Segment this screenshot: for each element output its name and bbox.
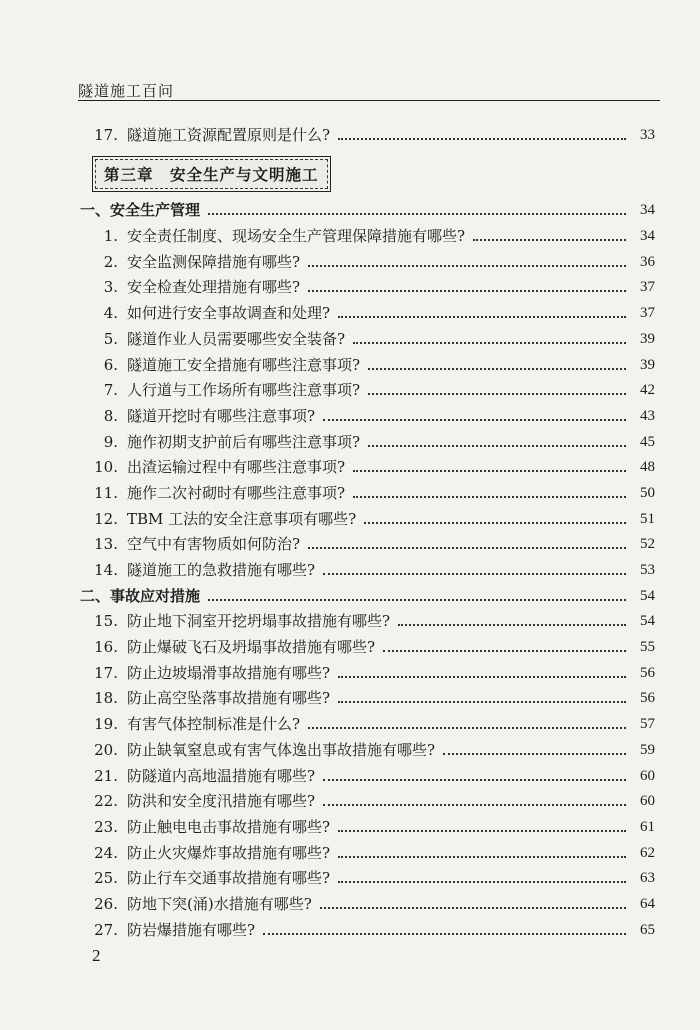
toc-entry-title: 防隧道内高地温措施有哪些?: [127, 766, 316, 785]
dot-leader: [323, 573, 626, 575]
toc-entry-title: 防地下突(涌)水措施有哪些?: [127, 894, 312, 913]
toc-page-number: 51: [640, 510, 655, 527]
dot-leader: [368, 393, 626, 395]
toc-entry[interactable]: [80, 631, 655, 657]
toc-entry-label: [83, 329, 345, 349]
toc-page-number: 48: [640, 459, 655, 476]
toc-entry-title: 施作二次衬砌时有哪些注意事项?: [127, 483, 346, 502]
toc-entry-title: TBM 工法的安全注意事项有哪些?: [127, 509, 357, 528]
toc-entry-label: [83, 457, 345, 477]
running-title: 隧道施工百问: [78, 82, 175, 100]
toc-entry-title: 防止触电电击事故措施有哪些?: [127, 817, 331, 836]
toc-entry-title: 防止爆破飞石及坍塌事故措施有哪些?: [127, 638, 376, 657]
toc-entry[interactable]: [80, 914, 655, 940]
toc-entry-label: [83, 380, 360, 400]
toc-entry[interactable]: [80, 734, 655, 760]
toc-entry-number: 9.: [103, 432, 118, 451]
toc-page-number: 34: [640, 202, 655, 219]
toc-entry-label: [80, 586, 200, 606]
toc-entry[interactable]: [80, 863, 655, 889]
toc-page-number: 54: [640, 613, 655, 630]
toc-entry-label: [83, 303, 330, 323]
dot-leader: [308, 727, 626, 729]
toc-entry-number: 7.: [103, 381, 118, 400]
toc-entry[interactable]: [80, 426, 655, 452]
toc-entry-label: [83, 534, 300, 554]
toc-entry-number: 12.: [94, 509, 118, 528]
toc-entry-title: 二、事故应对措施: [80, 586, 201, 605]
toc-entry-title: 人行道与工作场所有哪些注意事项?: [127, 381, 361, 400]
toc-entry-label: [83, 740, 435, 760]
toc-page-number: 39: [640, 330, 655, 347]
toc-entry-number: 17.: [94, 125, 118, 144]
toc-entry-number: 17.: [94, 663, 118, 682]
dot-leader: [323, 419, 626, 421]
toc-entry-number: 21.: [94, 766, 118, 785]
toc-entry[interactable]: [80, 349, 655, 375]
chapter-title[interactable]: 第三章 安全生产与文明施工: [95, 159, 328, 189]
toc-entry-title: 施作初期支护前后有哪些注意事项?: [127, 432, 361, 451]
page-number: 2: [92, 946, 101, 965]
dot-leader: [383, 650, 626, 652]
dot-leader: [323, 804, 626, 806]
toc-entry[interactable]: [80, 246, 655, 272]
toc-entry-title: 隧道施工的急救措施有哪些?: [127, 561, 316, 579]
dot-leader: [208, 213, 626, 215]
toc-entry-label: [83, 483, 345, 503]
toc-entry[interactable]: [80, 503, 655, 529]
toc-entry-title: 隧道施工资源配置原则是什么?: [127, 125, 331, 144]
toc-entry-number: 13.: [94, 535, 118, 554]
toc-entry-label: [83, 406, 315, 426]
table-of-contents: [80, 119, 655, 940]
toc-entry-label: [83, 894, 312, 914]
dot-leader: [443, 753, 626, 755]
toc-entry-title: 隧道作业人员需要哪些安全装备?: [127, 329, 346, 348]
toc-page-number: 64: [640, 895, 655, 912]
toc-entry-title: 防洪和安全度汛措施有哪些?: [127, 792, 316, 811]
toc-entry-label: [83, 611, 390, 631]
toc-entry-title: 有害气体控制标准是什么?: [127, 715, 301, 734]
toc-page-number: 45: [640, 433, 655, 450]
toc-entry-label: [83, 637, 375, 657]
dot-leader: [338, 856, 626, 858]
toc-page-number: 57: [640, 716, 655, 733]
toc-entry-label: [83, 663, 330, 683]
toc-entry[interactable]: [80, 297, 655, 323]
toc-entry-title: 防止行车交通事故措施有哪些?: [127, 869, 331, 888]
dot-leader: [473, 239, 626, 241]
chapter-heading: [80, 145, 655, 195]
toc-entry-label: [83, 252, 300, 272]
toc-entry-label: [83, 355, 360, 375]
toc-entry-number: 15.: [94, 612, 118, 631]
toc-entry-number: 20.: [94, 740, 118, 759]
dot-leader: [308, 547, 626, 549]
toc-page-number: 50: [640, 484, 655, 501]
toc-entry[interactable]: [80, 119, 655, 145]
dot-leader: [308, 265, 626, 267]
toc-entry-number: 3.: [103, 278, 118, 297]
toc-entry-label: [83, 560, 315, 580]
toc-entry[interactable]: [80, 272, 655, 298]
toc-entry[interactable]: [80, 683, 655, 709]
toc-entry[interactable]: [80, 220, 655, 246]
dot-leader: [338, 830, 626, 832]
toc-page-number: 54: [640, 587, 655, 604]
toc-entry-number: 22.: [94, 792, 118, 811]
toc-entry[interactable]: [80, 888, 655, 914]
toc-entry-label: [83, 509, 356, 529]
toc-page-number: 59: [640, 741, 655, 758]
toc-entry-number: 8.: [103, 406, 118, 425]
toc-entry-number: 19.: [94, 715, 118, 734]
toc-entry[interactable]: [80, 837, 655, 863]
toc-entry-number: 27.: [94, 920, 118, 939]
toc-page-number: 37: [640, 279, 655, 296]
toc-page-number: 52: [640, 536, 655, 553]
toc-entry[interactable]: [80, 811, 655, 837]
toc-entry-number: 10.: [94, 458, 118, 477]
toc-entry-label: [83, 277, 300, 297]
toc-page-number: 60: [640, 793, 655, 810]
toc-page-number: 65: [640, 921, 655, 938]
toc-entry-label: [83, 125, 330, 145]
toc-entry[interactable]: [80, 657, 655, 683]
toc-page-number: 55: [640, 639, 655, 656]
dot-leader: [353, 496, 626, 498]
toc-entry-title: 防岩爆措施有哪些?: [127, 920, 256, 939]
dot-leader: [353, 342, 626, 344]
toc-entry[interactable]: [80, 529, 655, 555]
toc-page-number: 33: [640, 126, 655, 143]
toc-entry-label: [83, 688, 330, 708]
toc-entry-label: [83, 714, 300, 734]
toc-entry-title: 安全责任制度、现场安全生产管理保障措施有哪些?: [127, 227, 466, 246]
toc-entry-number: 1.: [103, 227, 118, 246]
toc-page-number: 56: [640, 690, 655, 707]
dot-leader: [338, 881, 626, 883]
toc-entry-label: [83, 920, 255, 940]
toc-entry-number: 14.: [94, 561, 118, 579]
dot-leader: [338, 316, 626, 318]
toc-page-number: 39: [640, 356, 655, 373]
toc-entry-label: [83, 868, 330, 888]
dot-leader: [364, 522, 626, 524]
toc-entry-number: 24.: [94, 843, 118, 862]
dot-leader: [338, 676, 626, 678]
toc-entry-number: 6.: [103, 355, 118, 374]
dot-leader: [320, 907, 626, 909]
toc-entry-number: 23.: [94, 817, 118, 836]
dot-leader: [338, 701, 626, 703]
toc-entry-label: [83, 791, 315, 811]
toc-entry[interactable]: [80, 400, 655, 426]
dot-leader: [323, 779, 626, 781]
toc-entry-number: 4.: [103, 304, 118, 323]
dot-leader: [338, 138, 626, 140]
toc-entry-label: [83, 843, 330, 863]
toc-section-heading[interactable]: [80, 580, 655, 606]
toc-entry-number: 25.: [94, 869, 118, 888]
header-rule: [78, 100, 660, 101]
dot-leader: [308, 290, 626, 292]
toc-entry-title: 安全检查处理措施有哪些?: [127, 278, 301, 297]
toc-entry-label: [83, 817, 330, 837]
toc-entry-number: 11.: [94, 483, 118, 502]
toc-entry[interactable]: [80, 760, 655, 786]
toc-entry[interactable]: [80, 606, 655, 632]
dot-leader: [368, 445, 626, 447]
toc-entry[interactable]: [80, 452, 655, 478]
toc-page-number: 62: [640, 844, 655, 861]
toc-entry[interactable]: [80, 375, 655, 401]
dot-leader: [263, 933, 626, 935]
toc-entry-title: 防止地下洞室开挖坍塌事故措施有哪些?: [127, 612, 391, 631]
toc-entry[interactable]: [80, 323, 655, 349]
toc-entry-label: [80, 200, 200, 220]
toc-entry-number: 2.: [103, 252, 118, 271]
toc-entry-title: 防止边坡塌滑事故措施有哪些?: [127, 663, 331, 682]
toc-page-number: 63: [640, 870, 655, 887]
toc-entry-label: [83, 226, 465, 246]
toc-page-number: 56: [640, 664, 655, 681]
toc-entry-title: 隧道施工安全措施有哪些注意事项?: [127, 355, 361, 374]
toc-entry-title: 空气中有害物质如何防治?: [127, 535, 301, 554]
dot-leader: [398, 624, 626, 626]
toc-section-heading[interactable]: [80, 195, 655, 221]
toc-entry[interactable]: [80, 554, 655, 580]
toc-entry-label: [83, 766, 315, 786]
toc-entry-number: 18.: [94, 689, 118, 708]
toc-entry-title: 防止缺氧窒息或有害气体逸出事故措施有哪些?: [127, 740, 436, 759]
toc-entry[interactable]: [80, 477, 655, 503]
toc-entry-title: 隧道开挖时有哪些注意事项?: [127, 406, 316, 425]
chapter-frame: [92, 156, 331, 192]
toc-entry[interactable]: [80, 708, 655, 734]
toc-entry-title: 防止高空坠落事故措施有哪些?: [127, 689, 331, 708]
toc-entry-number: 26.: [94, 894, 118, 913]
toc-page-number: 53: [640, 562, 655, 578]
toc-entry-title: 安全监测保障措施有哪些?: [127, 252, 301, 271]
toc-entry-title: 如何进行安全事故调查和处理?: [127, 304, 331, 323]
toc-entry-title: 防止火灾爆炸事故措施有哪些?: [127, 843, 331, 862]
dot-leader: [353, 470, 626, 472]
toc-entry-label: [83, 432, 360, 452]
toc-entry-number: 5.: [103, 329, 118, 348]
toc-entry-title: 一、安全生产管理: [80, 201, 201, 220]
toc-page-number: 42: [640, 382, 655, 399]
toc-page-number: 43: [640, 407, 655, 424]
toc-entry-title: 出渣运输过程中有哪些注意事项?: [127, 458, 346, 477]
dot-leader: [208, 599, 626, 601]
dot-leader: [368, 368, 626, 370]
toc-page-number: 61: [640, 818, 655, 835]
toc-entry-number: 16.: [94, 638, 118, 657]
toc-entry[interactable]: [80, 786, 655, 812]
toc-page-number: 36: [640, 253, 655, 270]
toc-page-number: 60: [640, 767, 655, 784]
toc-page-number: 37: [640, 305, 655, 322]
toc-page-number: 34: [640, 228, 655, 245]
